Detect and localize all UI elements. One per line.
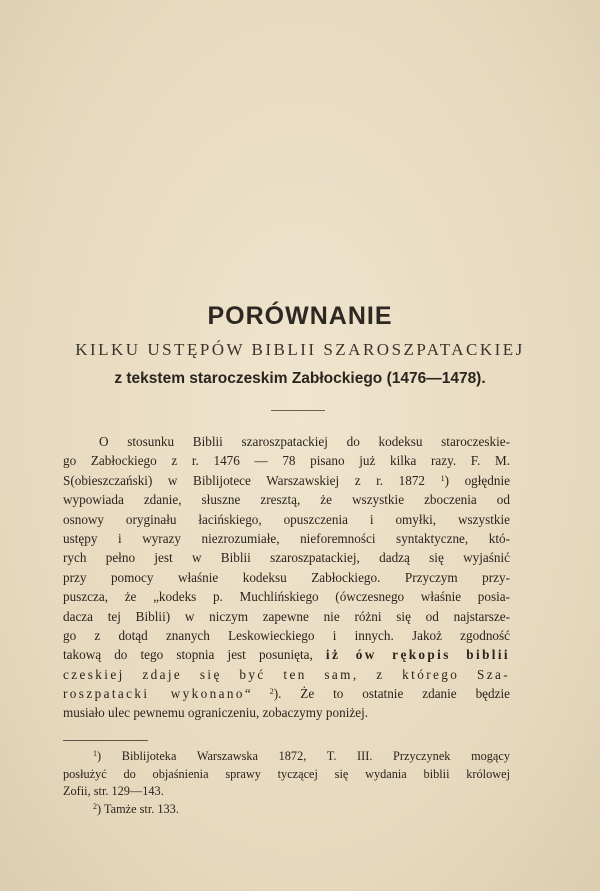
text-fragment: ogłędnie xyxy=(464,472,510,488)
text-line: przy pomocy właśnie kodeksu Zabłockiego. Przyczym przy- xyxy=(63,569,510,585)
footnote-text: Tamże str. 133. xyxy=(103,801,179,816)
text-line: wypowiada zdanie, słuszne zresztą, że wszystkie zboczenia od xyxy=(63,492,510,508)
spaced-text: roszpatacki wykonano xyxy=(63,686,245,702)
text-fragment: . Że to ostatnie zdanie będzie xyxy=(278,686,510,702)
spaced-text: iż ów rękopis biblii xyxy=(325,647,510,663)
text-line: dacza tej Biblii) w niczym zapewne nie różni się od najstarsze- xyxy=(63,608,510,624)
text-line: roszpatacki wykonano“ $^2$). Że to ostatnie zdanie będzie xyxy=(63,686,510,702)
text-fragment: takową do tego stopnia jest posunięta, xyxy=(63,647,313,663)
title-divider xyxy=(271,410,325,411)
spaced-text-line: czeskiej zdaje się być ten sam, z którego Sza- xyxy=(63,666,510,682)
subtitle-secondary: z tekstem staroczeskim Zabłockiego (1476—1478). xyxy=(114,370,486,387)
text-line: O stosunku Biblii szaroszpatackiej do kodeksu staroczeskie- xyxy=(99,434,510,449)
subtitle: KILKU USTĘPÓW BIBLII SZAROSZPATACKIEJ xyxy=(75,340,525,359)
footnote-mark: 2 xyxy=(269,687,274,697)
text-line: rych pełno jest w Biblii szaroszpatackiej, dadzą się wyjaśnić xyxy=(63,550,510,566)
footnote-text: Biblijoteka Warszawska 1872, T. III. Przyczynek mogący xyxy=(121,749,510,763)
text-fragment: S(obieszczański) w Biblijotece Warszawskiej z r. 1872 xyxy=(63,472,426,488)
footnote-mark: 1 xyxy=(93,749,97,758)
footnotes xyxy=(63,748,510,818)
text-line: osnowy oryginału łacińskiego, opuszczenia i omyłki, wszystkie xyxy=(63,511,510,527)
footnote-divider xyxy=(63,740,148,741)
footnote-1: $^1$) Biblijoteka Warszawska 1872, T. III. Przyczynek mogący xyxy=(93,749,510,763)
text-line: go Zabłockiego z r. 1476 — 78 pisano już kilka razy. F. M. xyxy=(63,453,510,469)
text-line: ustępy i wyrazy niezrozumiałe, nieforemności syntaktyczne, któ- xyxy=(63,530,510,546)
text-line: puszcza, że „kodeks p. Muchlińskiego (ówczesnego właśnie posia- xyxy=(63,589,510,605)
footnote-text: Zofii, str. 129—143. xyxy=(63,784,164,798)
footnote-mark: 2 xyxy=(93,801,97,811)
footnote-2: $^2$) Tamże str. 133. xyxy=(93,801,179,816)
text-line: S(obieszczański) w Biblijotece Warszawskiej z r. 1872 $^1$) ogłędnie xyxy=(63,472,510,488)
text-line xyxy=(63,645,510,664)
footnote-text: posłużyć do objaśnienia sprawy tyczącej się wydania biblii królowej xyxy=(63,766,510,781)
text-line: musiało ulec pewnemu ograniczeniu, zobaczymy poniżej. xyxy=(63,705,369,721)
body-paragraph xyxy=(63,432,510,723)
text-line: go z dotąd znanych Leskowieckiego i innych. Jakoż zgodność xyxy=(63,627,510,643)
page-title: PORÓWNANIE xyxy=(207,302,393,330)
footnote-mark: 1 xyxy=(440,473,445,483)
